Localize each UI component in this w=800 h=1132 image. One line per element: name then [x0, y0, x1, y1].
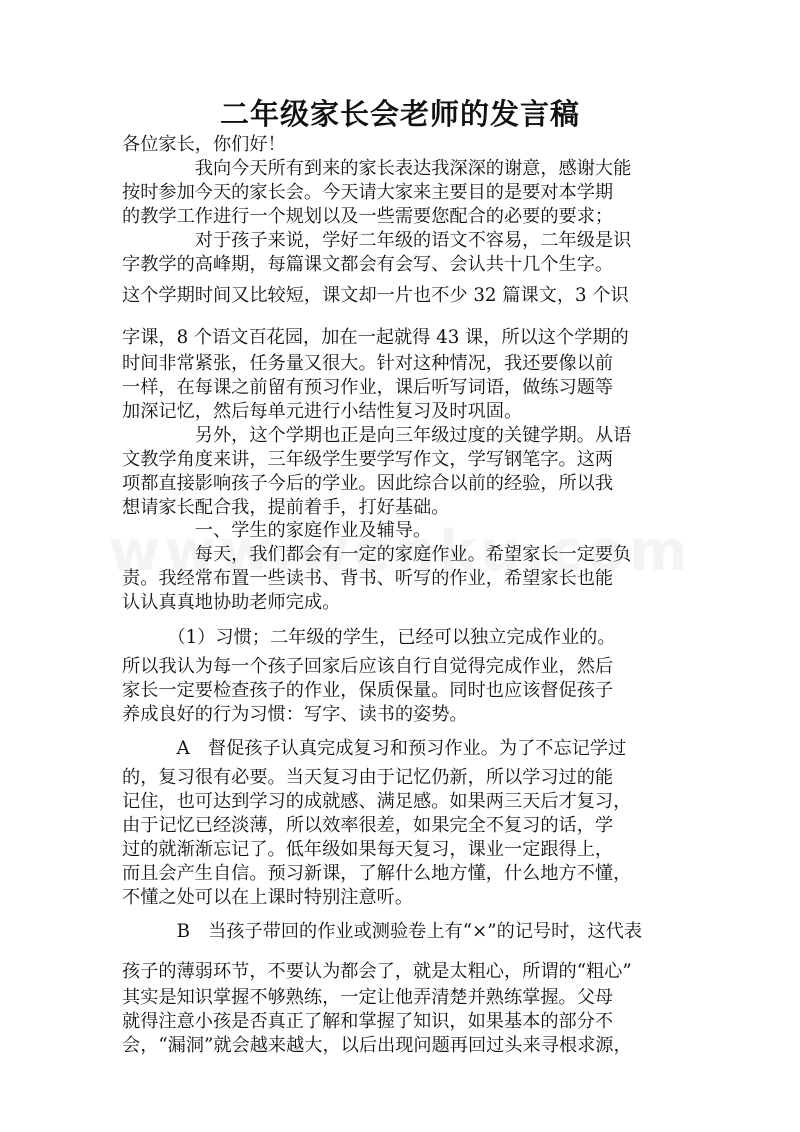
- document-title: 二年级家长会老师的发言稿: [219, 97, 580, 131]
- text-line: 会，“漏洞”就会越来越大，以后出现问题再回过头来寻根求源，: [122, 1035, 632, 1056]
- text-line: A 督促孩子认真完成复习和预习作业。为了不忘记学过: [122, 738, 627, 759]
- text-line: 时间非常紧张，任务量又很大。针对这种情况，我还要像以前: [122, 353, 614, 374]
- text-line: 我向今天所有到来的家长表达我深深的谢意，感谢大能: [122, 158, 632, 179]
- text-line: 另外，这个学期也正是向三年级过度的关键学期。从语: [122, 425, 632, 446]
- text-line: 责。我经常布置一些读书、背书、听写的作业，希望家长也能: [122, 568, 614, 589]
- text-line: 其实是知识掌握不够熟练，一定让他弄清楚并熟练掌握。父母: [122, 987, 614, 1008]
- text-line: 的，复习很有必要。当天复习由于记忆仍新，所以学习过的能: [122, 767, 614, 788]
- text-line: 过的就渐渐忘记了。低年级如果每天复习，课业一定跟得上，: [122, 839, 614, 860]
- text-line: 一样，在每课之前留有预习作业，课后听写词语，做练习题等: [122, 377, 614, 398]
- text-line: 不懂之处可以在上课时特别注意听。: [122, 887, 414, 908]
- text-line: 认认真真地协助老师完成。: [122, 592, 341, 613]
- text-line: 一、学生的家庭作业及辅导。: [122, 520, 432, 541]
- text-line: 记住，也可达到学习的成就感、满足感。如果两三天后才复习，: [122, 791, 632, 812]
- text-line: 项都直接影响孩子今后的学业。因此综合以前的经验，所以我: [122, 473, 614, 494]
- text-line: 想请家长配合我，提前着手，打好基础。: [122, 497, 450, 518]
- text-line: 由于记忆已经淡薄，所以效率很差，如果完全不复习的话，学: [122, 815, 614, 836]
- text-line: 加深记忆，然后每单元进行小结性复习及时巩固。: [122, 401, 523, 422]
- text-line: 对于孩子来说，学好二年级的语文不容易，二年级是识: [122, 230, 632, 251]
- text-line: 各位家长，你们好！: [122, 134, 286, 155]
- text-line: 养成良好的行为习惯：写字、读书的姿势。: [122, 704, 468, 725]
- text-line: 的教学工作进行一个规划以及一些需要您配合的必要的要求；: [122, 206, 614, 227]
- text-line: 就得注意小孩是否真正了解和掌握了知识，如果基本的部分不: [122, 1011, 614, 1032]
- text-line: 家长一定要检查孩子的作业，保质保量。同时也应该督促孩子: [122, 680, 614, 701]
- text-line: 每天，我们都会有一定的家庭作业。希望家长一定要负: [122, 544, 632, 565]
- text-line: 这个学期时间又比较短，课文却一片也不少 32 篇课文，3 个识: [122, 285, 629, 306]
- text-line: 而且会产生自信。预习新课，了解什么地方懂，什么地方不懂，: [122, 863, 632, 884]
- text-line: 字教学的高峰期，每篇课文都会有会写、会认共十几个生字。: [122, 254, 614, 275]
- text-line: （1）习惯；二年级的学生，已经可以独立完成作业的。: [122, 627, 616, 648]
- text-line: 字课，8 个语文百花园，加在一起就得 43 课，所以这个学期的: [122, 327, 629, 348]
- text-line: 按时参加今天的家长会。今天请大家来主要目的是要对本学期: [122, 182, 614, 203]
- text-line: 所以我认为每一个孩子回家后应该自行自觉得完成作业，然后: [122, 656, 614, 677]
- text-line: 孩子的薄弱环节，不要认为都会了，就是太粗心，所谓的“粗心”: [122, 961, 632, 982]
- text-line: B 当孩子带回的作业或测验卷上有“×”的记号时，这代表: [122, 921, 643, 942]
- text-line: 文教学角度来讲，三年级学生要学写作文，学写钢笔字。这两: [122, 449, 614, 470]
